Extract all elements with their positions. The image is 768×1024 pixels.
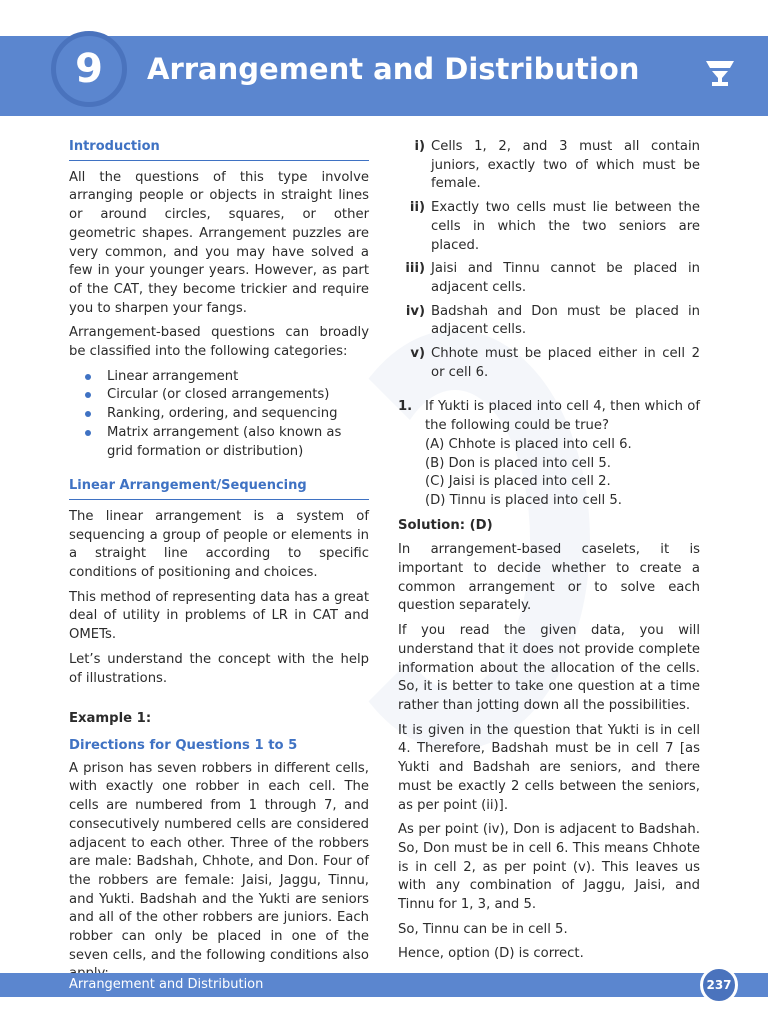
condition-item: ii) Exactly two cells must lie between the cells in which the two seniors are placed.: [409, 200, 700, 253]
solution-label: Solution: (D): [398, 517, 493, 533]
solution-paragraph-6: Hence, option (D) is correct.: [398, 946, 584, 962]
chapter-number-badge: 9: [51, 31, 127, 107]
intro-paragraph: All the questions of this type involve arranging people or objects in straight lines or around circles, squares, or other geometric shapes. Arrangement puzzles are very common, and you may have solved a few in your younger years. However, as part of the CAT, they become trickier and require you to sharpen your fangs.: [69, 169, 369, 316]
list-item: Linear arrangement: [69, 368, 369, 387]
section-heading-linear: Linear Arrangement/Sequencing: [69, 477, 369, 500]
solution-paragraph-3: It is given in the question that Yukti is in cell 4. Therefore, Badshah must be in cell 7 [as Yukti and Badshah are seniors, and there must be exactly 2 cells between the seniors, as per point (ii)].: [398, 722, 700, 813]
right-column: [398, 138, 700, 970]
solution-paragraph-1: In arrangement-based caselets, it is important to decide whether to create a common arrangement or to solve each question separately.: [398, 542, 700, 614]
linear-paragraph-2: This method of representing data has a great deal of utility in problems of LR in CAT and OMETs.: [69, 589, 369, 643]
linear-paragraph-1: The linear arrangement is a system of sequencing a group of people or elements in a straight line according to specific conditions of positioning and choices.: [69, 508, 369, 581]
condition-item: iv) Badshah and Don must be placed in adjacent cells.: [405, 303, 700, 338]
bullet-icon: [85, 392, 91, 398]
condition-item: v) Chhote must be placed either in cell 2 or cell 6.: [410, 346, 700, 380]
condition-item: iii) Jaisi and Tinnu cannot be placed in adjacent cells.: [405, 261, 700, 295]
bullet-icon: [85, 430, 91, 436]
linear-paragraph-3: Let’s understand the concept with the help of illustrations.: [69, 651, 369, 686]
option-c: (C) Jaisi is placed into cell 2.: [425, 474, 611, 490]
list-item: Ranking, ordering, and sequencing: [69, 405, 369, 424]
bullet-icon: [85, 374, 91, 380]
intro-paragraph-2: Arrangement-based questions can broadly be classified into the following categories:: [69, 325, 369, 360]
trophy-icon: [704, 58, 736, 88]
option-b: (B) Don is placed into cell 5.: [425, 455, 611, 471]
list-item: Matrix arrangement (also known as grid formation or distribution): [69, 424, 369, 461]
solution-paragraph-2: If you read the given data, you will understand that it does not provide complete information about the allocation of the cells. So, it is better to take one question at a time rather than jotting down all the possibilities.: [398, 623, 700, 713]
section-heading-introduction: Introduction: [69, 138, 369, 161]
question-1: 1. If Yukti is placed into cell 4, then which of the following could be true? (A) Chhote is placed into cell 6. (B) Don is placed into cell 5. (C) Jaisi is placed into cell 2. (D) Tinnu is placed into cell 5.: [398, 398, 700, 510]
example-label: Example 1:: [69, 711, 152, 727]
question-text: If Yukti is placed into cell 4, then which of the following could be true?: [425, 399, 700, 434]
chapter-title: Arrangement and Distribution: [147, 52, 640, 86]
condition-item: i) Cells 1, 2, and 3 must all contain juniors, exactly two of which must be female.: [414, 139, 700, 192]
option-a: (A) Chhote is placed into cell 6.: [425, 436, 632, 452]
category-list: [69, 368, 369, 462]
directions-label: Directions for Questions 1 to 5: [69, 737, 298, 753]
bullet-icon: [85, 411, 91, 417]
solution-paragraph-5: So, Tinnu can be in cell 5.: [398, 921, 568, 937]
option-d: (D) Tinnu is placed into cell 5.: [425, 492, 622, 508]
example-paragraph: A prison has seven robbers in different cells, with exactly one robber in each cell. The cells are numbered from 1 through 7, and consecutively numbered cells are considered adjacent to each other. Three of the robbers are male: Badshah, Chhote, and Don. Four of the robbers are female: Jaisi, Jaggu, Tinnu, and Yukti. Badshah and the Yukti are seniors and all of the other robbers are juniors. Each robber can only be placed in one of the seven cells, and the following conditions also: [69, 760, 369, 963]
list-item: Circular (or closed arrangements): [69, 386, 369, 405]
solution-paragraph-4: As per point (iv), Don is adjacent to Badshah. So, Don must be in cell 6. This means Chhote is in cell 2, as per point (v). This leaves us with any combination of Jaggu, Jaisi, and Tinnu for 1, 3, and 5.: [398, 822, 700, 913]
footer-title: Arrangement and Distribution: [69, 977, 264, 992]
left-column: [69, 138, 369, 990]
page-number-badge: 237: [700, 966, 738, 1004]
